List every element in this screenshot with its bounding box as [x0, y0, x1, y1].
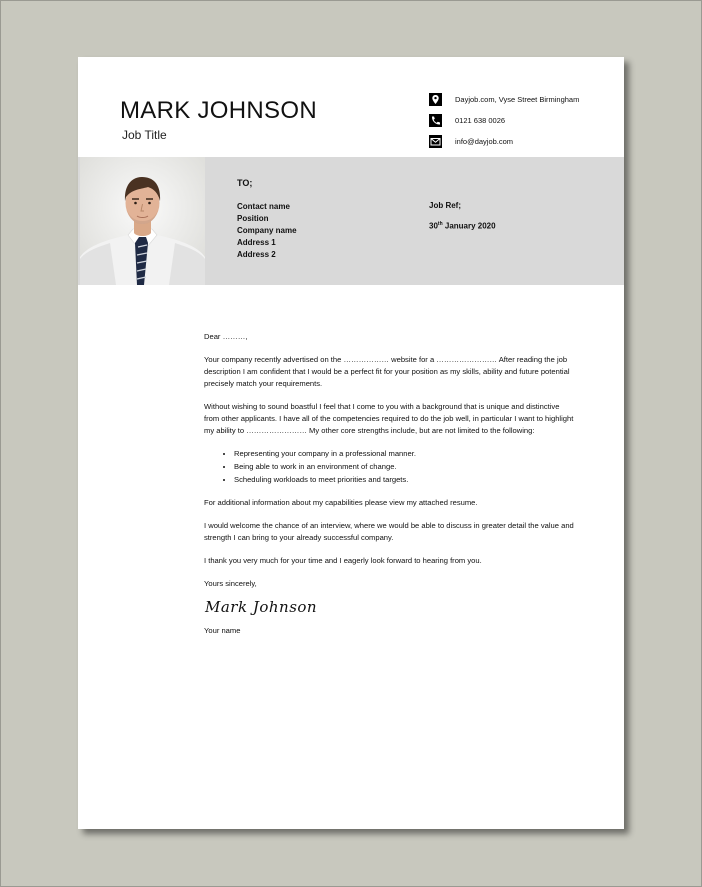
applicant-name: MARK JOHNSON	[120, 97, 317, 124]
signature: Mark Johnson	[205, 598, 318, 616]
recipient-band	[78, 157, 624, 285]
contact-address: Dayjob.com, Vyse Street Birmingham	[455, 95, 580, 104]
letter-date: 30th January 2020	[429, 221, 496, 231]
envelope-icon	[429, 135, 442, 148]
paragraph-background: Without wishing to sound boastful I feel that I come to you with a background that is unique and distinctive from other applicants. I have all of the competencies required to do the job well, in particular I want to highlight my ability to …………………… My other core strengths include, but are not limited to the following:	[204, 402, 574, 435]
contact-email[interactable]: info@dayjob.com	[455, 137, 514, 146]
strengths-list	[204, 448, 574, 486]
recipient-address-2: Address 2	[237, 250, 276, 259]
job-title: Job Title	[122, 128, 167, 142]
contact-phone: 0121 638 0026	[455, 116, 506, 125]
recipient-to-label: TO;	[237, 178, 253, 188]
recipient-address-1: Address 1	[237, 238, 276, 247]
paragraph-resume: For additional information about my capabilities please view my attached resume.	[204, 498, 478, 507]
paragraph-intro: Your company recently advertised on the ……………… website for a …………………… After reading the job description I am confident that I would be a perfect fit for your position as my skills, ability and future potential precisely match your requirements.	[204, 355, 570, 388]
job-reference: Job Ref;	[429, 201, 461, 210]
list-item: • Being able to work in an environment of change.	[234, 461, 574, 473]
list-item: • Representing your company in a professional manner.	[234, 448, 574, 460]
recipient-position: Position	[237, 214, 269, 223]
recipient-address	[237, 201, 297, 261]
phone-icon	[429, 114, 442, 127]
paragraph-interview: I would welcome the chance of an interview, where we would be able to discuss in greater detail the value and strength I can bring to your already successful company.	[204, 521, 574, 542]
salutation: Dear ………,	[204, 332, 248, 341]
profile-photo	[80, 157, 205, 285]
cover-letter-page	[78, 57, 624, 829]
recipient-company: Company name	[237, 226, 297, 235]
list-item: • Scheduling workloads to meet priorities and targets.	[234, 474, 574, 486]
letter-body	[204, 331, 574, 648]
location-pin-icon	[429, 93, 442, 106]
closing: Yours sincerely,	[204, 579, 257, 588]
signatory-name: Your name	[204, 626, 241, 635]
recipient-contact-name: Contact name	[237, 202, 290, 211]
paragraph-thanks: I thank you very much for your time and I eagerly look forward to hearing from you.	[204, 556, 482, 565]
